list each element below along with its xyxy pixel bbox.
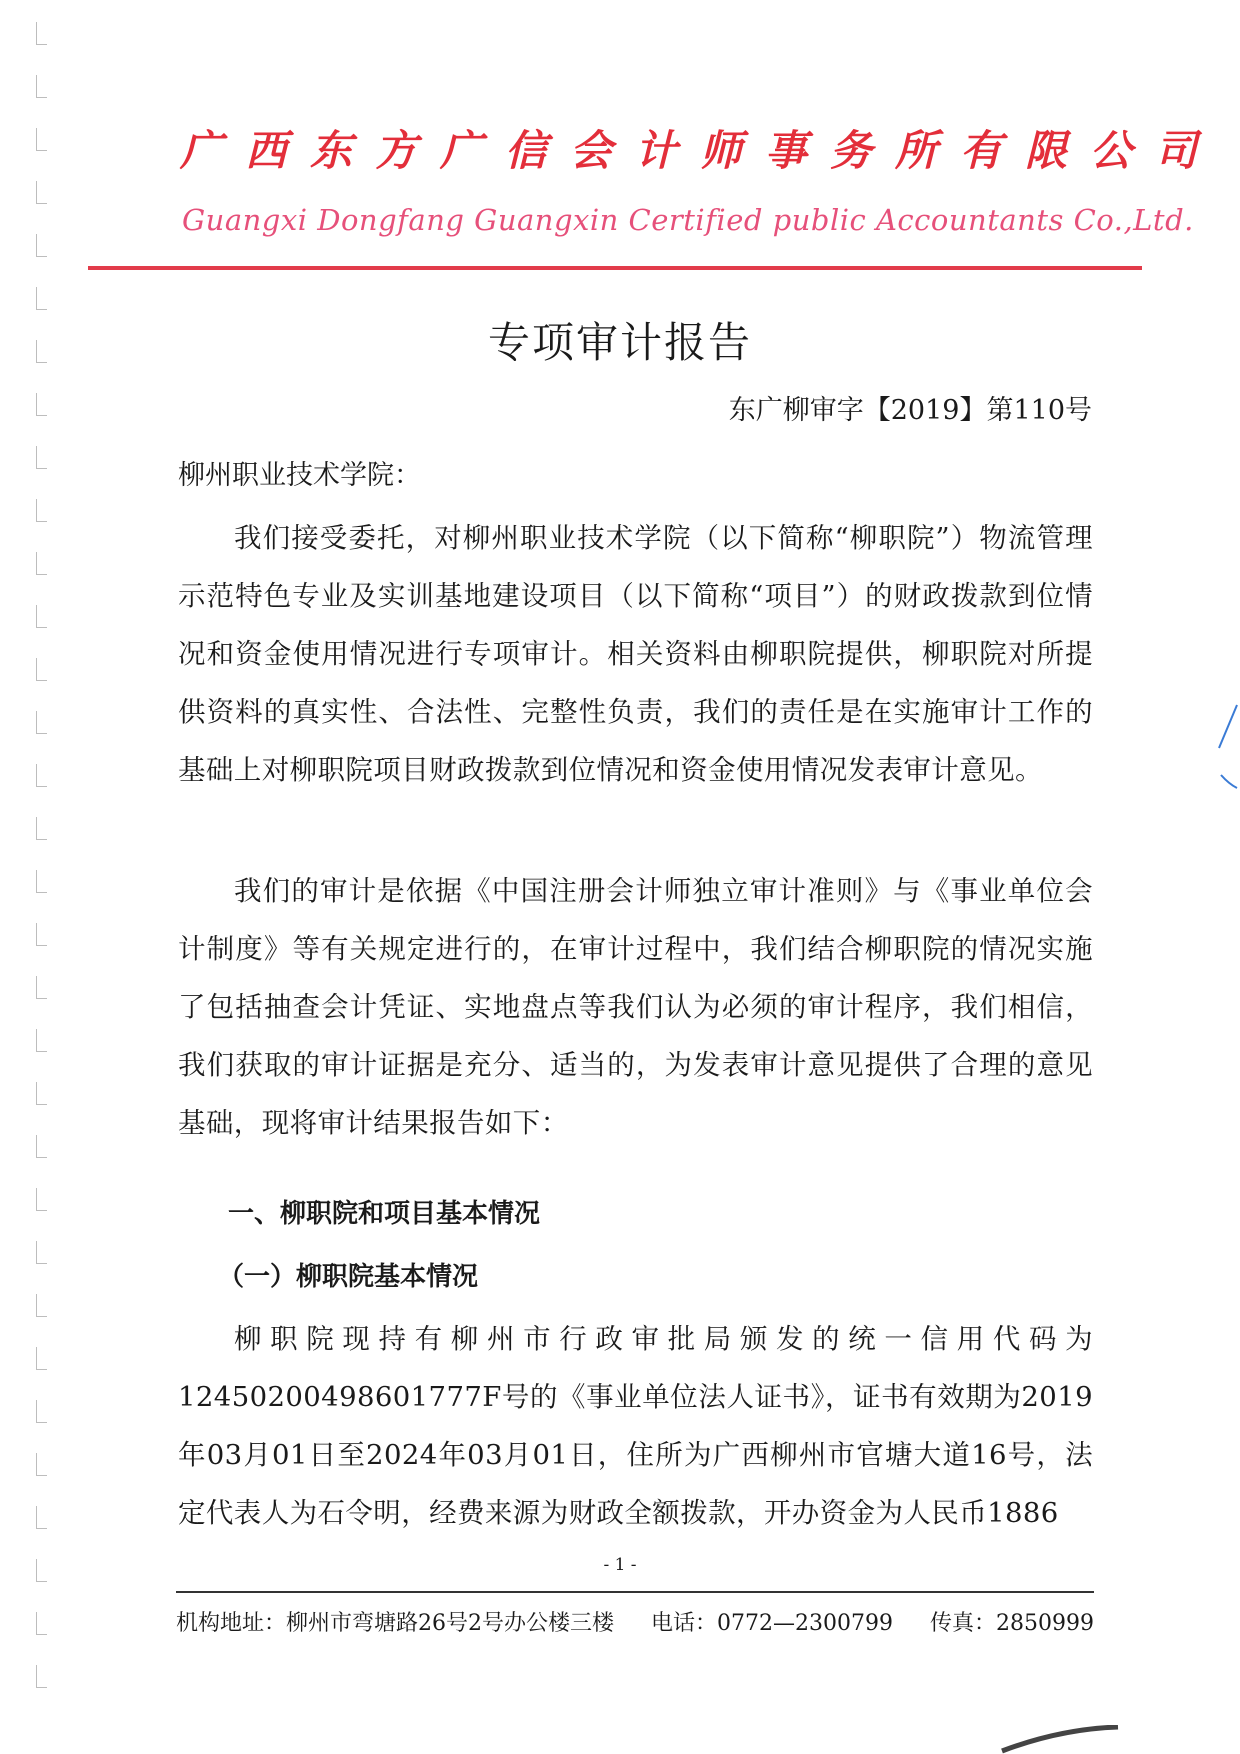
paragraph-engagement: 我们接受委托，对柳州职业技术学院（以下简称“柳职院”）物流管理示范特色专业及实训基地建设项目（以下简称“项目”）的财政拨款到位情况和资金使用情况进行专项审计。相关资料由柳职院提供，柳职院对所提供资料的真实性、合法性、完整性负责，我们的责任是在实施审计工作的基础上对柳职院项目财政拨款到位情况和资金使用情况发表审计意见。 [178, 522, 1093, 786]
footer-fax: 传真：2850999 [929, 1611, 1094, 1636]
page-number: - 1 - [603, 1555, 637, 1575]
paragraph-audit-basis: 我们的审计是依据《中国注册会计师独立审计准则》与《事业单位会计制度》等有关规定进行的，在审计过程中，我们结合柳职院的情况实施了包括抽查会计凭证、实地盘点等我们认为必须的审计程序，我们相信，我们获取的审计证据是充分、适当的，为发表审计意见提供了合理的意见基础，现将审计结果报告如下： [178, 875, 1093, 1139]
recipient-salutation: 柳州职业技术学院： [178, 460, 421, 491]
footer-divider [176, 1591, 1094, 1593]
subsection-heading-1: （一）柳职院基本情况 [218, 1262, 479, 1292]
footer-phone: 电话：0772—2300799 [651, 1611, 893, 1636]
letterhead-company-name-cn: 广西东方广信会计师事务所有限公司 [180, 126, 1221, 175]
letterhead-company-name-en: Guangxi Dongfang Guangxin Certified public Accountants Co.,Ltd. [182, 203, 1194, 237]
letterhead-divider [88, 266, 1142, 270]
binding-edge-marks [28, 0, 48, 1754]
paragraph-institution-info: 柳职院现持有柳州市行政审批局颁发的统一信用代码为12450200498601777F号的《事业单位法人证书》，证书有效期为2019年03月01日至2024年03月01日，住所为广西柳州市官塘大道16号，法定代表人为石令明，经费来源为财政全额拨款，开办资金为人民币1886 [178, 1323, 1093, 1529]
report-title: 专项审计报告 [487, 318, 752, 367]
section-heading-1: 一、柳职院和项目基本情况 [228, 1199, 541, 1229]
footer-address: 机构地址：柳州市弯塘路26号2号办公楼三楼 [176, 1611, 614, 1636]
pen-mark-icon [1215, 700, 1240, 790]
document-number: 东广柳审字【2019】第110号 [728, 395, 1092, 426]
scan-smudge-icon [1000, 1725, 1120, 1754]
footer-contact [176, 1606, 1094, 1637]
